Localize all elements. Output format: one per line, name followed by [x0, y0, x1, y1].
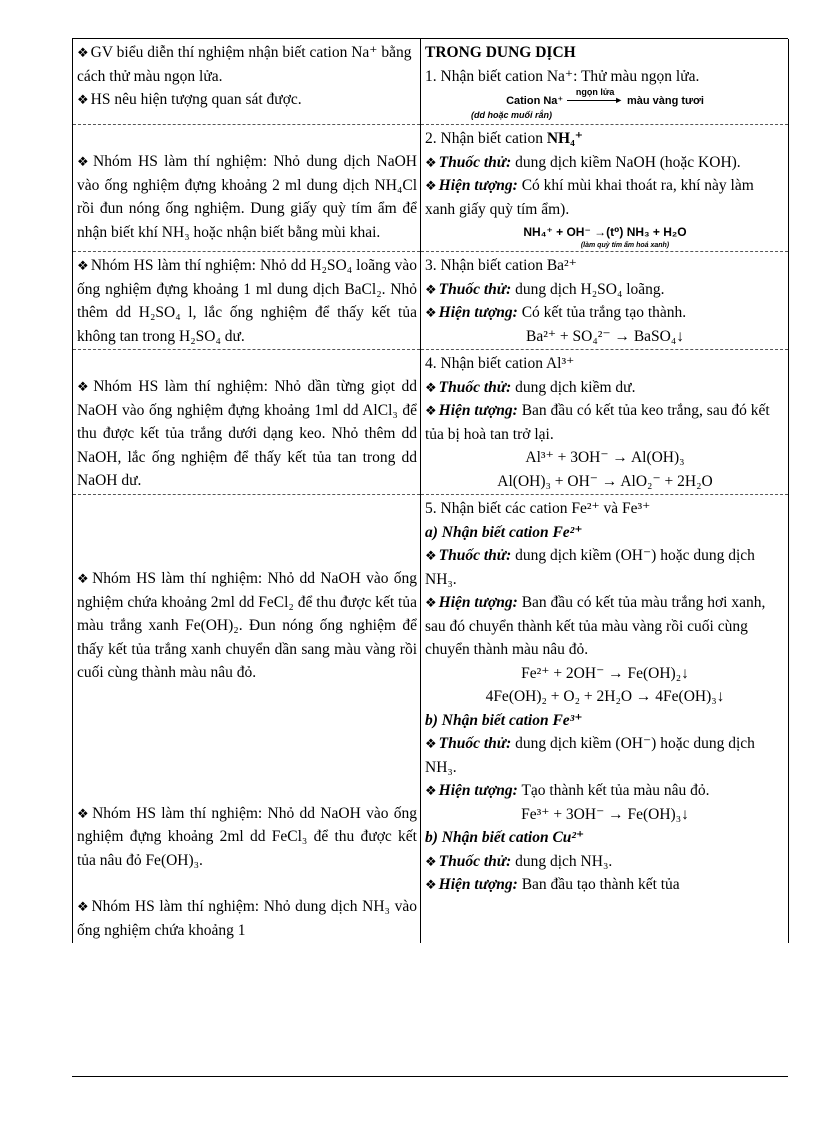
activity-text: Nhóm HS làm thí nghiệm: Nhỏ dung dịch NaOH vào ống nghiệm đựng khoảng 2 ml dung dịch NH₄Cl rồi đun nóng ống nghiệm. Dung giấy quỳ tím ẩm để nhận biết khí NH₃ hoặc nhận biết bằng mùi khai. — [77, 153, 417, 241]
section-title: 1. Nhận biết cation Na⁺: Thử màu ngọn lửa. — [425, 67, 700, 85]
diamond-bullet-icon: ❖ — [77, 571, 91, 586]
section-title: 2. Nhận biết cation NH₄⁺ — [425, 130, 583, 147]
activity-text: Nhóm HS làm thí nghiệm: Nhỏ dd NaOH vào ống nghiệm chứa khoảng 2ml dd FeCl₂ để thu được kết tủa màu trắng xanh Fe(OH)₂. Đun nóng ống nghiệm để thấy kết tủa trắng xanh chuyển dần sang màu vàng rồi cuối cùng thành màu nâu đỏ. — [77, 570, 417, 681]
table-row — [73, 350, 789, 495]
equation: Al(OH)₃ + OH⁻ → AlO₂⁻ + 2H₂O — [497, 472, 713, 490]
teacher-activity-cell — [73, 39, 421, 125]
subsection-title: a) Nhận biết cation Fe²⁺ — [425, 523, 583, 541]
diamond-bullet-icon: ❖ — [77, 92, 89, 107]
diamond-bullet-icon: ❖ — [77, 379, 92, 394]
diamond-bullet-icon: ❖ — [425, 783, 437, 798]
table-row — [73, 495, 789, 944]
diamond-bullet-icon: ❖ — [425, 736, 437, 751]
subsection-title: b) Nhận biết cation Cu²⁺ — [425, 829, 585, 846]
equation-note: (làm quỳ tím ẩm hoá xanh) — [580, 242, 670, 249]
equation: NH₄⁺ + OH⁻ →(t⁰) NH₃ + H₂O — [523, 225, 687, 239]
section-heading: TRONG DUNG DỊCH — [425, 44, 576, 61]
diamond-bullet-icon: ❖ — [77, 805, 91, 821]
diamond-bullet-icon: ❖ — [77, 45, 89, 60]
content-cell: 5. Nhận biết các cation Fe²⁺ và Fe³⁺ a) Nhận biết cation Fe²⁺ ❖ Thuốc thử: dung dịch kiềm (OH⁻) hoặc dung dịch NH₃. ❖ Hiện tượng: Ban đầu có kết tủa màu trắng hơi xanh, sau đó chuyển thành kết tủa màu vàng rồi cuối cùng chuyển thành màu nâu đỏ. Fe²⁺ + 2OH⁻ → Fe(OH)₂↓ 4Fe(OH)₂ + O₂ + 2H₂O → 4Fe(OH)₃↓ b) Nhận biết cation Fe³⁺ ❖ Thuốc thử: dung dịch kiềm (OH⁻) hoặc dung dịch NH₃. ❖ Hiện tượng: Tạo thành kết tủa màu nâu đỏ. Fe³⁺ + 3OH⁻ → Fe(OH)₃↓ b) Nhận biết cation Cu²⁺ ❖ Thuốc thử: dung dịch NH₃. ❖ Hiện tượng: Ban đầu tạo thành kết tủa — [421, 495, 789, 944]
activity-text: Nhóm HS làm thí nghiệm: Nhỏ dần từng giọt dd NaOH vào ống nghiệm đựng khoảng 1ml dd AlCl₃ để thu được kết tủa trắng dưới dạng keo. Nhỏ thêm dd NaOH, lắc ống nghiệm để thấy kết tủa tan trong dd NaOH dư. — [77, 378, 417, 489]
diamond-bullet-icon: ❖ — [77, 258, 89, 273]
table-row — [73, 39, 789, 125]
table-row — [73, 125, 789, 252]
subsection-title: b) Nhận biết cation Fe³⁺ — [425, 711, 583, 729]
equation: Fe³⁺ + 3OH⁻ → Fe(OH)₃↓ — [521, 805, 689, 823]
bottom-rule — [72, 1076, 788, 1077]
diamond-bullet-icon: ❖ — [425, 877, 437, 892]
equation: 4Fe(OH)₂ + O₂ + 2H₂O → 4Fe(OH)₃↓ — [485, 688, 725, 705]
activity-text: Nhóm HS làm thí nghiệm: Nhỏ dd NaOH vào ống nghiệm đựng khoảng 2ml dd FeCl₃ để thu được kết tủa nâu đỏ Fe(OH)₃. — [77, 804, 417, 869]
teacher-activity-cell — [73, 495, 421, 944]
diamond-bullet-icon: ❖ — [77, 154, 92, 169]
diamond-bullet-icon: ❖ — [425, 595, 437, 610]
diamond-bullet-icon: ❖ — [425, 281, 437, 297]
content-cell — [421, 39, 789, 125]
diamond-bullet-icon: ❖ — [425, 403, 437, 418]
equation: Al³⁺ + 3OH⁻ → Al(OH)₃ — [525, 449, 685, 466]
diamond-bullet-icon: ❖ — [425, 379, 437, 395]
teacher-activity-cell — [73, 350, 421, 495]
activity-text: Nhóm HS làm thí nghiệm: Nhỏ dung dịch NH₃ vào ống nghiệm chứa khoảng 1 — [77, 898, 417, 939]
diamond-bullet-icon: ❖ — [425, 305, 437, 320]
diamond-bullet-icon: ❖ — [425, 178, 437, 193]
equation: Fe²⁺ + 2OH⁻ → Fe(OH)₂↓ — [521, 664, 689, 682]
reaction-arrow-icon: ngọn lửa ► — [567, 93, 623, 107]
section-title: 3. Nhận biết cation Ba²⁺ — [425, 257, 577, 274]
section-title: 4. Nhận biết cation Al³⁺ — [425, 355, 575, 372]
content-cell: 2. Nhận biết cation NH₄⁺ ❖ Thuốc thử: dung dịch kiềm NaOH (hoặc KOH). ❖ Hiện tượng: Có khí mùi khai thoát ra, khí này làm xanh giấy quỳ tím ẩm). NH₄⁺ + OH⁻ →(t⁰) NH₃ + H₂O (làm quỳ tím ẩm hoá xanh) — [421, 125, 789, 252]
ion-label: NH₄⁺ — [546, 130, 583, 147]
diamond-bullet-icon: ❖ — [425, 853, 437, 869]
equation-note: (dd hoặc muối rắn) — [471, 110, 552, 120]
teacher-activity-cell — [73, 125, 421, 252]
diamond-bullet-icon: ❖ — [425, 154, 437, 170]
activity-text: GV biểu diễn thí nghiệm nhận biết cation Na⁺ bằng cách thử màu ngọn lửa. — [77, 44, 412, 85]
teacher-activity-cell — [73, 252, 421, 350]
table-row — [73, 252, 789, 350]
diamond-bullet-icon: ❖ — [77, 899, 90, 914]
content-cell: 4. Nhận biết cation Al³⁺ ❖ Thuốc thử: dung dịch kiềm dư. ❖ Hiện tượng: Ban đầu có kết tủa keo trắng, sau đó kết tủa bị hoà tan trở lại. Al³⁺ + 3OH⁻ → Al(OH)₃ Al(OH)₃ + OH⁻ → AlO₂⁻ + 2H₂O — [421, 350, 789, 495]
diamond-bullet-icon: ❖ — [425, 548, 437, 563]
section-title: 5. Nhận biết các cation Fe²⁺ và Fe³⁺ — [425, 500, 651, 517]
equation: Cation Na⁺ ngọn lửa ► màu vàng tươi — [506, 87, 704, 107]
activity-text: HS nêu hiện tượng quan sát được. — [90, 91, 302, 108]
lesson-table — [72, 39, 789, 943]
activity-text: Nhóm HS làm thí nghiệm: Nhỏ dd H₂SO₄ loãng vào ống nghiệm đựng khoảng 1 ml dung dịch BaCl₂. Nhỏ thêm dd H₂SO₄ l, lắc ống nghiệm để thấy kết tủa không tan trong H₂SO₄ dư. — [77, 257, 418, 345]
content-cell: 3. Nhận biết cation Ba²⁺ ❖ Thuốc thử: dung dịch H₂SO₄ loãng. ❖ Hiện tượng: Có kết tủa trắng tạo thành. Ba²⁺ + SO₄²⁻ → BaSO₄↓ — [421, 252, 789, 350]
equation: Ba²⁺ + SO₄²⁻ → BaSO₄↓ — [525, 327, 685, 345]
